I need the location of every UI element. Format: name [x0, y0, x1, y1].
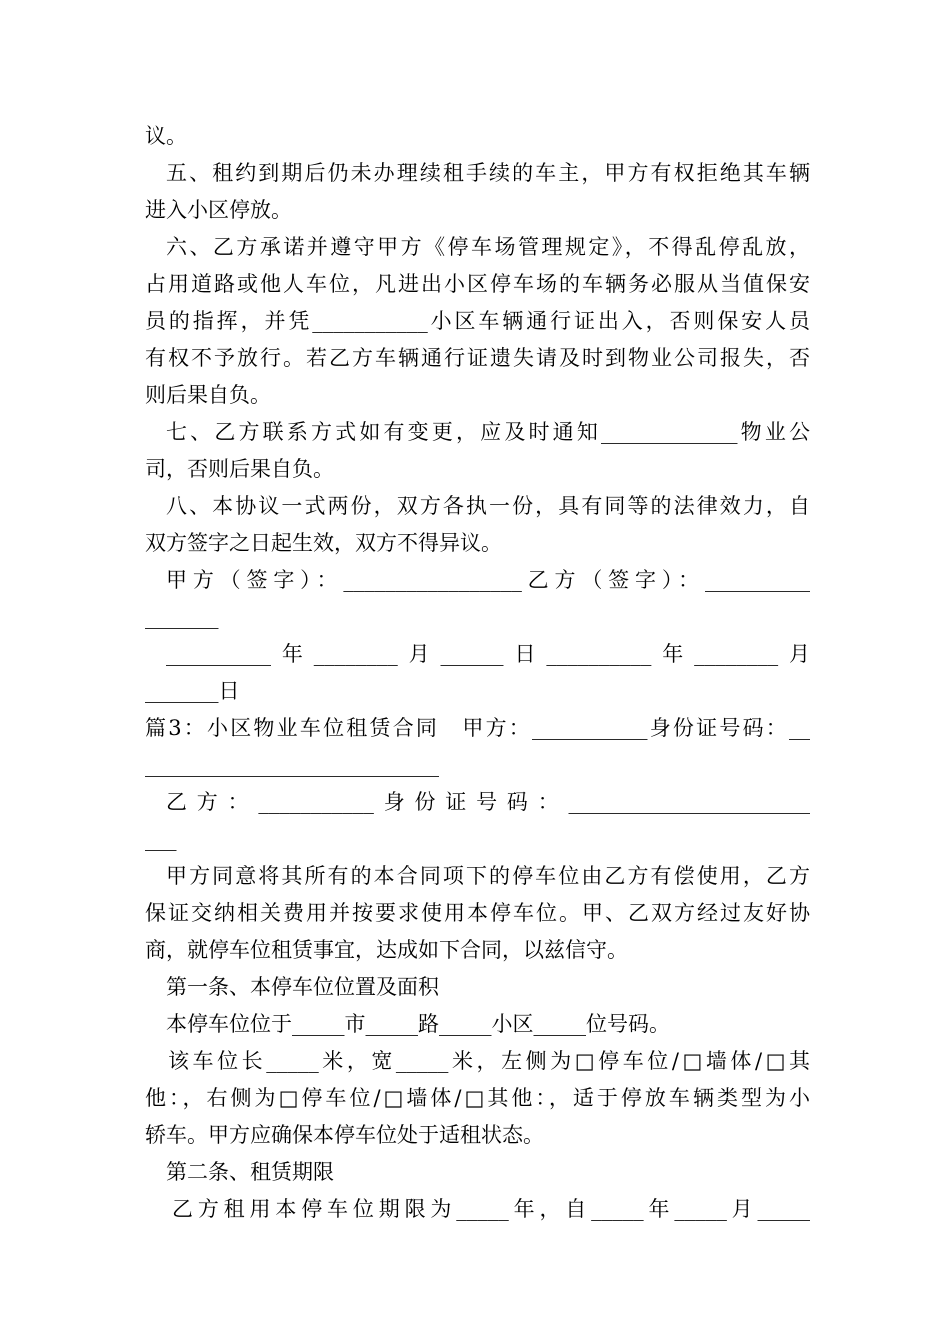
date-line: __________年________月______日__________年________月 [166, 642, 810, 666]
text-line: 员的指挥，并凭___________小区车辆通行证出入，否则保安人员 [145, 309, 810, 333]
text-line: 七、乙方联系方式如有变更，应及时通知_____________物业公 [166, 420, 810, 444]
text-line: 本停车位位于_____市_____路_____小区_____位号码。 [166, 1012, 670, 1036]
text-line: 乙方租用本停车位期限为_____年，自_____年_____月_____ [172, 1197, 810, 1221]
text-line: 轿车。甲方应确保本停车位处于适租状态。 [145, 1123, 544, 1147]
signature-line: _______ [145, 605, 219, 629]
text-line: 他：，右侧为□停车位/□墙体/□其他：，适于停放车辆类型为小 [145, 1086, 810, 1110]
text-line: 商，就停车位租赁事宜，达成如下合同，以兹信守。 [145, 938, 628, 962]
text-line: 占用道路或他人车位，凡进出小区停车场的车辆务必服从当值保安 [145, 272, 810, 296]
text-line: 司，否则后果自负。 [145, 457, 334, 481]
signature-line: 甲方（签字）：_________________乙方（签字）：__________ [166, 568, 810, 592]
text-line: 议。 [145, 124, 187, 148]
text-line: ___ [145, 827, 177, 851]
date-line: _______日 [145, 679, 240, 703]
text-line: 乙方：___________身份证号码：_______________________ [166, 790, 810, 814]
text-line: 五、租约到期后仍未办理续租手续的车主，甲方有权拒绝其车辆 [166, 161, 810, 185]
text-line: 有权不予放行。若乙方车辆通行证遗失请及时到物业公司报失，否 [145, 346, 810, 370]
text-line: 六、乙方承诺并遵守甲方《停车场管理规定》，不得乱停乱放， [166, 235, 810, 259]
text-line: 双方签字之日起生效，双方不得异议。 [145, 531, 502, 555]
text-line: 甲方同意将其所有的本合同项下的停车位由乙方有偿使用，乙方 [166, 864, 810, 888]
clause-heading: 第一条、本停车位位置及面积 [166, 975, 439, 999]
text-line: 保证交纳相关费用并按要求使用本停车位。甲、乙双方经过友好协 [145, 901, 810, 925]
text-line: 该车位长_____米，宽_____米，左侧为□停车位/□墙体/□其 [168, 1049, 810, 1073]
text-line: 八、本协议一式两份，双方各执一份，具有同等的法律效力，自 [166, 494, 810, 518]
section-heading: 篇3：小区物业车位租赁合同 甲方：___________身份证号码：__ [145, 716, 810, 740]
text-line: 则后果自负。 [145, 383, 271, 407]
text-line: 进入小区停放。 [145, 198, 292, 222]
text-line: ____________________________ [145, 753, 439, 777]
clause-heading: 第二条、租赁期限 [166, 1160, 334, 1184]
